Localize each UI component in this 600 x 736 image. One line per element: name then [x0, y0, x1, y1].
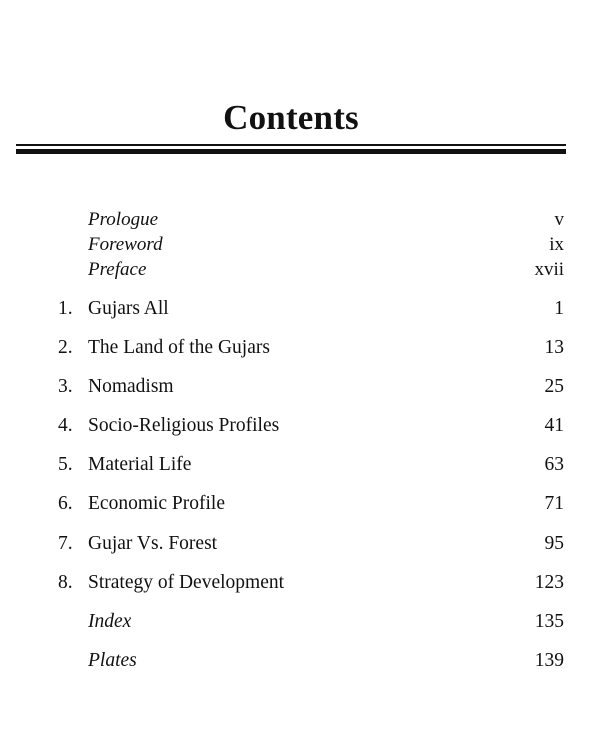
back-matter-entry[interactable]	[88, 648, 564, 674]
page-number: ix	[549, 234, 564, 255]
chapter-number: 2.	[58, 337, 73, 358]
front-matter-entry[interactable]	[88, 207, 564, 232]
page-number: 139	[534, 650, 564, 671]
chapter-entry[interactable]	[58, 491, 564, 517]
page-number: 25	[544, 376, 564, 397]
chapter-entry[interactable]	[58, 531, 564, 557]
chapter-title: Strategy of Development	[88, 572, 285, 593]
page-number: 135	[534, 611, 564, 632]
front-matter-label: Prologue	[88, 209, 159, 230]
page-number: 71	[544, 493, 564, 514]
front-matter-label: Preface	[88, 259, 147, 280]
chapter-entry[interactable]	[58, 296, 564, 322]
back-matter-entry[interactable]	[88, 609, 564, 635]
chapter-entry[interactable]	[58, 335, 564, 361]
page-number: 13	[544, 337, 564, 358]
chapter-title: Gujar Vs. Forest	[88, 533, 218, 554]
chapter-title: Nomadism	[88, 376, 174, 397]
back-matter-label: Index	[88, 611, 132, 632]
chapter-number: 4.	[58, 415, 73, 436]
title-rule-thick	[16, 149, 566, 154]
page-number: 123	[534, 572, 564, 593]
chapter-title: Gujars All	[88, 298, 169, 319]
chapter-title: Material Life	[88, 454, 192, 475]
front-matter-label: Foreword	[88, 234, 163, 255]
front-matter-entry[interactable]	[88, 232, 564, 257]
page-number: 95	[544, 533, 564, 554]
chapter-entry[interactable]	[58, 452, 564, 478]
chapter-number: 1.	[58, 298, 73, 319]
chapter-entry[interactable]	[58, 570, 564, 596]
chapter-number: 8.	[58, 572, 73, 593]
chapter-title: Socio-Religious Profiles	[88, 415, 280, 436]
title-rule-thin	[16, 144, 566, 146]
chapter-number: 6.	[58, 493, 73, 514]
chapter-number: 5.	[58, 454, 73, 475]
page-number: v	[554, 209, 564, 230]
chapter-entry[interactable]	[58, 413, 564, 439]
chapter-title: The Land of the Gujars	[88, 337, 270, 358]
page-number: 41	[544, 415, 564, 436]
front-matter-entry[interactable]	[88, 257, 564, 282]
page-title: Contents	[223, 98, 359, 137]
back-matter-label: Plates	[88, 650, 137, 671]
page-number: 63	[544, 454, 564, 475]
chapter-entry[interactable]	[58, 374, 564, 400]
chapter-number: 3.	[58, 376, 73, 397]
page-number: 1	[554, 298, 564, 319]
chapter-title: Economic Profile	[88, 493, 226, 514]
page-number: xvii	[534, 259, 564, 280]
chapter-number: 7.	[58, 533, 73, 554]
